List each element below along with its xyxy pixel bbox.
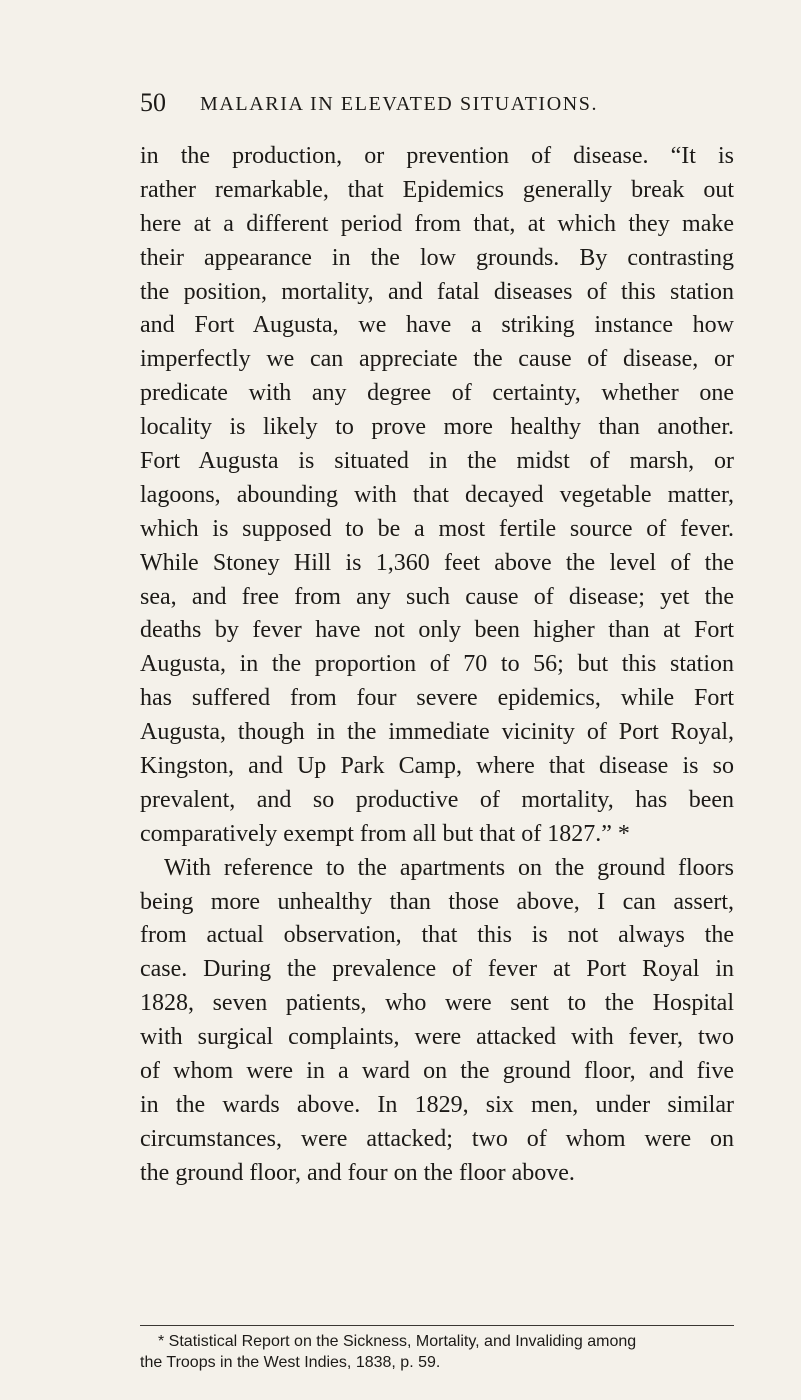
footnote-line: * Statistical Report on the Sickness, Mortality, and Invaliding among	[158, 1333, 637, 1350]
text-line: imperfectly we can appreciate the cause of disease, or	[140, 346, 734, 373]
text-line: sea, and free from any such cause of disease; yet the	[140, 583, 734, 610]
text-line: their appearance in the low grounds. By contrasting	[140, 244, 734, 271]
text-line: here at a different period from that, at which they make	[140, 210, 734, 237]
text-line: deaths by fever have not only been higher than at Fort	[140, 617, 734, 644]
text-line: prevalent, and so productive of mortality, has been	[140, 786, 734, 813]
text-line: Augusta, in the proportion of 70 to 56; but this station	[140, 651, 734, 678]
footnote	[140, 1331, 734, 1373]
text-line: has suffered from four severe epidemics, while Fort	[140, 685, 734, 712]
footnote-rule	[140, 1325, 734, 1326]
running-title: MALARIA IN ELEVATED SITUATIONS.	[200, 93, 599, 115]
footnote-line: the Troops in the West Indies, 1838, p. 59.	[140, 1354, 441, 1371]
page-header	[140, 88, 700, 122]
text-line: lagoons, abounding with that decayed vegetable matter,	[140, 481, 734, 508]
text-line: predicate with any degree of certainty, whether one	[140, 380, 734, 407]
text-line: and Fort Augusta, we have a striking instance how	[140, 312, 734, 339]
text-line: comparatively exempt from all but that of 1827.” *	[140, 820, 630, 847]
text-line: being more unhealthy than those above, I can assert,	[140, 888, 734, 915]
text-line: Fort Augusta is situated in the midst of marsh, or	[140, 448, 734, 475]
text-line: 1828, seven patients, who were sent to the Hospital	[140, 990, 734, 1017]
text-line: While Stoney Hill is 1,360 feet above the level of the	[140, 549, 734, 576]
text-line: in the wards above. In 1829, six men, under similar	[140, 1091, 734, 1118]
text-line: with surgical complaints, were attacked with fever, two	[140, 1024, 734, 1051]
text-line: from actual observation, that this is not always the	[140, 922, 734, 949]
text-line: in the production, or prevention of disease. “It is	[140, 143, 734, 169]
text-line: which is supposed to be a most fertile source of fever.	[140, 515, 734, 542]
text-line: locality is likely to prove more healthy than another.	[140, 414, 734, 441]
text-line: of whom were in a ward on the ground floor, and five	[140, 1058, 734, 1085]
text-line: circumstances, were attacked; two of whom were on	[140, 1125, 734, 1152]
text-line: the position, mortality, and fatal diseases of this station	[140, 278, 734, 305]
page-number: 50	[140, 88, 166, 117]
text-line: Augusta, though in the immediate vicinity of Port Royal,	[140, 719, 734, 746]
text-line: With reference to the apartments on the ground floors	[164, 854, 734, 881]
body-text	[140, 140, 734, 1191]
text-line: Kingston, and Up Park Camp, where that disease is so	[140, 753, 734, 780]
text-line: the ground floor, and four on the floor above.	[140, 1159, 575, 1186]
text-line: rather remarkable, that Epidemics generally break out	[140, 176, 734, 203]
text-line: case. During the prevalence of fever at Port Royal in	[140, 956, 734, 983]
